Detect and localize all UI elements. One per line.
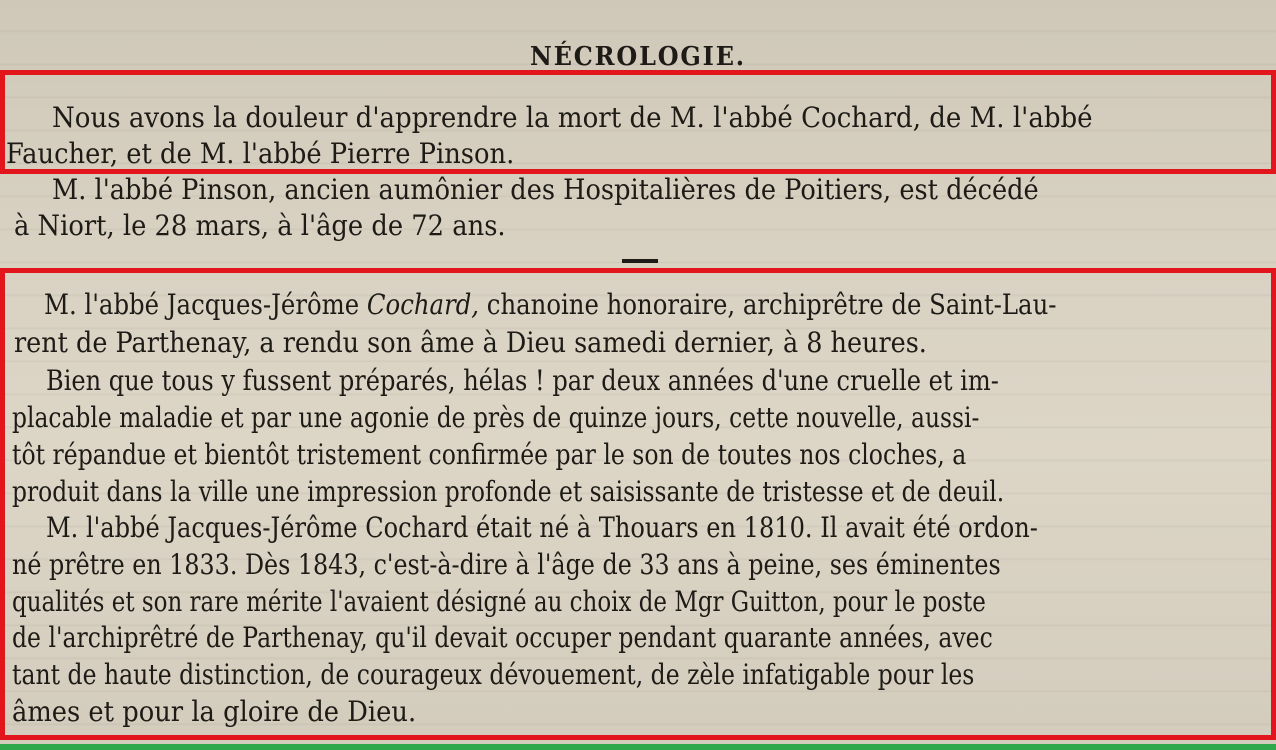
name-italic: Cochard, bbox=[366, 288, 480, 321]
text-line: né prêtre en 1833. Dès 1843, c'est-à-dire à l'âge de 33 ans à peine, ses éminentes bbox=[12, 548, 1001, 581]
text-line: âmes et pour la gloire de Dieu. bbox=[12, 695, 417, 728]
text-line: tant de haute distinction, de courageux dévouement, de zèle infatigable pour les bbox=[12, 658, 975, 691]
text-line: qualités et son rare mérite l'avaient désigné au choix de Mgr Guitton, pour le poste bbox=[12, 585, 986, 618]
text-line: M. l'abbé Jacques-Jérôme Cochard était né à Thouars en 1810. Il avait été ordon- bbox=[46, 511, 1038, 544]
text-line: à Niort, le 28 mars, à l'âge de 72 ans. bbox=[14, 209, 506, 242]
highlight-box-top bbox=[0, 70, 1276, 174]
text-line: Faucher, et de M. l'abbé Pierre Pinson. bbox=[6, 137, 515, 170]
separator-dash bbox=[622, 259, 658, 263]
text-line: Bien que tous y fussent préparés, hélas ! par deux années d'une cruelle et im- bbox=[46, 364, 999, 397]
text-line: tôt répandue et bientôt tristement confirmée par le son de toutes nos cloches, a bbox=[12, 438, 967, 471]
text-line: Nous avons la douleur d'apprendre la mort de M. l'abbé Cochard, de M. l'abbé bbox=[52, 101, 1093, 134]
text-fragment: M. l'abbé Jacques-Jérôme bbox=[44, 288, 367, 321]
section-heading: NÉCROLOGIE. bbox=[530, 42, 746, 72]
highlight-box-bottom bbox=[0, 268, 1276, 740]
text-line: de l'archiprêtré de Parthenay, qu'il devait occuper pendant quarante années, avec bbox=[12, 621, 993, 654]
text-line: produit dans la ville une impression profonde et saisissante de tristesse et de deuil. bbox=[12, 475, 1005, 508]
text-line: rent de Parthenay, a rendu son âme à Dieu samedi dernier, à 8 heures. bbox=[14, 326, 927, 359]
bottom-green-rule bbox=[0, 744, 1276, 750]
text-fragment: chanoine honoraire, archiprêtre de Saint-Lau- bbox=[479, 288, 1057, 321]
text-line: placable maladie et par une agonie de près de quinze jours, cette nouvelle, aussi- bbox=[12, 401, 980, 434]
text-line: M. l'abbé Pinson, ancien aumônier des Hospitalières de Poitiers, est décédé bbox=[52, 173, 1039, 206]
